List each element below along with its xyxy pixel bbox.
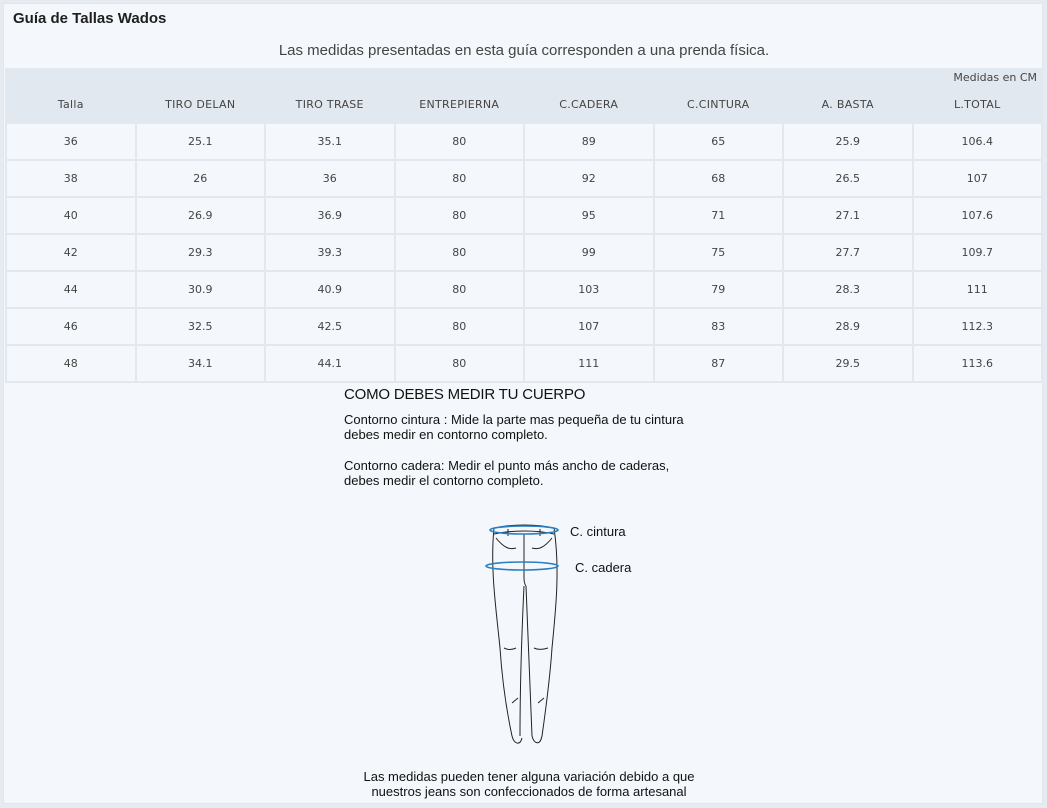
table-cell: 106.4: [914, 124, 1042, 159]
waist-instructions: [344, 412, 724, 442]
table-cell: 89: [525, 124, 653, 159]
table-cell: 80: [396, 161, 524, 196]
units-row: [5, 68, 1043, 86]
page-subtitle: Las medidas presentadas en esta guía corresponden a una prenda física.: [278, 42, 770, 59]
size-guide-panel: [3, 3, 1043, 804]
table-row: [7, 235, 1041, 270]
hip-instructions: [344, 458, 724, 488]
header-tiro-delan: TIRO DELAN: [137, 86, 265, 122]
table-cell: 25.9: [784, 124, 912, 159]
table-cell: 28.3: [784, 272, 912, 307]
header-talla: Talla: [7, 86, 135, 122]
table-cell: 34.1: [137, 346, 265, 381]
table-cell: 92: [525, 161, 653, 196]
table-cell: 36.9: [266, 198, 394, 233]
table-cell: 29.3: [137, 235, 265, 270]
guide-heading: COMO DEBES MEDIR TU CUERPO: [344, 386, 586, 403]
table-cell: 40: [7, 198, 135, 233]
waist-line-2: debes medir en contorno completo.: [344, 427, 548, 442]
table-cell: 107.6: [914, 198, 1042, 233]
table-cell: 107: [914, 161, 1042, 196]
note-line-2: nuestros jeans son confeccionados de forma artesanal: [371, 784, 687, 799]
table-cell: 83: [655, 309, 783, 344]
table-cell: 40.9: [266, 272, 394, 307]
waist-line-1: Contorno cintura : Mide la parte mas pequeña de tu cintura: [344, 412, 684, 427]
table-cell: 38: [7, 161, 135, 196]
table-cell: 113.6: [914, 346, 1042, 381]
measure-guide: [4, 376, 1044, 805]
table-cell: 42: [7, 235, 135, 270]
table-header-row: [7, 86, 1041, 122]
table-cell: 68: [655, 161, 783, 196]
table-cell: 26.5: [784, 161, 912, 196]
table-cell: 71: [655, 198, 783, 233]
table-cell: 28.9: [784, 309, 912, 344]
table-cell: 44: [7, 272, 135, 307]
table-cell: 39.3: [266, 235, 394, 270]
table-cell: 95: [525, 198, 653, 233]
table-cell: 65: [655, 124, 783, 159]
header-entrepierna: ENTREPIERNA: [396, 86, 524, 122]
table-cell: 99: [525, 235, 653, 270]
table-cell: 80: [396, 198, 524, 233]
size-table: [5, 84, 1043, 383]
header-tiro-trase: TIRO TRASE: [266, 86, 394, 122]
table-cell: 42.5: [266, 309, 394, 344]
table-cell: 79: [655, 272, 783, 307]
table-cell: 107: [525, 309, 653, 344]
hip-measure-line: [486, 562, 558, 570]
header-cintura: C.CINTURA: [655, 86, 783, 122]
table-cell: 26: [137, 161, 265, 196]
units-note: Medidas en CM: [953, 71, 1037, 84]
table-cell: 109.7: [914, 235, 1042, 270]
header-cadera: C.CADERA: [525, 86, 653, 122]
table-cell: 36: [7, 124, 135, 159]
note-line-1: Las medidas pueden tener alguna variación debido a que: [363, 769, 695, 784]
waist-label: C. cintura: [570, 524, 626, 539]
table-cell: 111: [914, 272, 1042, 307]
table-row: [7, 272, 1041, 307]
table-cell: 46: [7, 309, 135, 344]
table-cell: 103: [525, 272, 653, 307]
page-title: Guía de Tallas Wados: [13, 10, 167, 27]
table-cell: 25.1: [137, 124, 265, 159]
table-cell: 26.9: [137, 198, 265, 233]
table-row: [7, 124, 1041, 159]
table-cell: 80: [396, 309, 524, 344]
table-cell: 27.1: [784, 198, 912, 233]
header-basta: A. BASTA: [784, 86, 912, 122]
table-cell: 29.5: [784, 346, 912, 381]
table-cell: 36: [266, 161, 394, 196]
variation-note: [304, 769, 754, 799]
table-cell: 35.1: [266, 124, 394, 159]
table-cell: 80: [396, 346, 524, 381]
hip-line-1: Contorno cadera: Medir el punto más ancho de caderas,: [344, 458, 670, 473]
table-cell: 87: [655, 346, 783, 381]
table-row: [7, 161, 1041, 196]
table-row: [7, 198, 1041, 233]
size-table-container: [5, 68, 1043, 383]
table-cell: 80: [396, 235, 524, 270]
table-cell: 112.3: [914, 309, 1042, 344]
hip-line-2: debes medir el contorno completo.: [344, 473, 544, 488]
table-cell: 80: [396, 272, 524, 307]
table-cell: 80: [396, 124, 524, 159]
table-row: [7, 309, 1041, 344]
table-cell: 111: [525, 346, 653, 381]
waist-measure-line: [490, 526, 558, 534]
table-cell: 27.7: [784, 235, 912, 270]
table-cell: 75: [655, 235, 783, 270]
jeans-illustration: [482, 498, 572, 748]
table-cell: 30.9: [137, 272, 265, 307]
table-cell: 44.1: [266, 346, 394, 381]
table-cell: 48: [7, 346, 135, 381]
hip-label: C. cadera: [575, 560, 632, 575]
header-total: L.TOTAL: [914, 86, 1042, 122]
table-cell: 32.5: [137, 309, 265, 344]
